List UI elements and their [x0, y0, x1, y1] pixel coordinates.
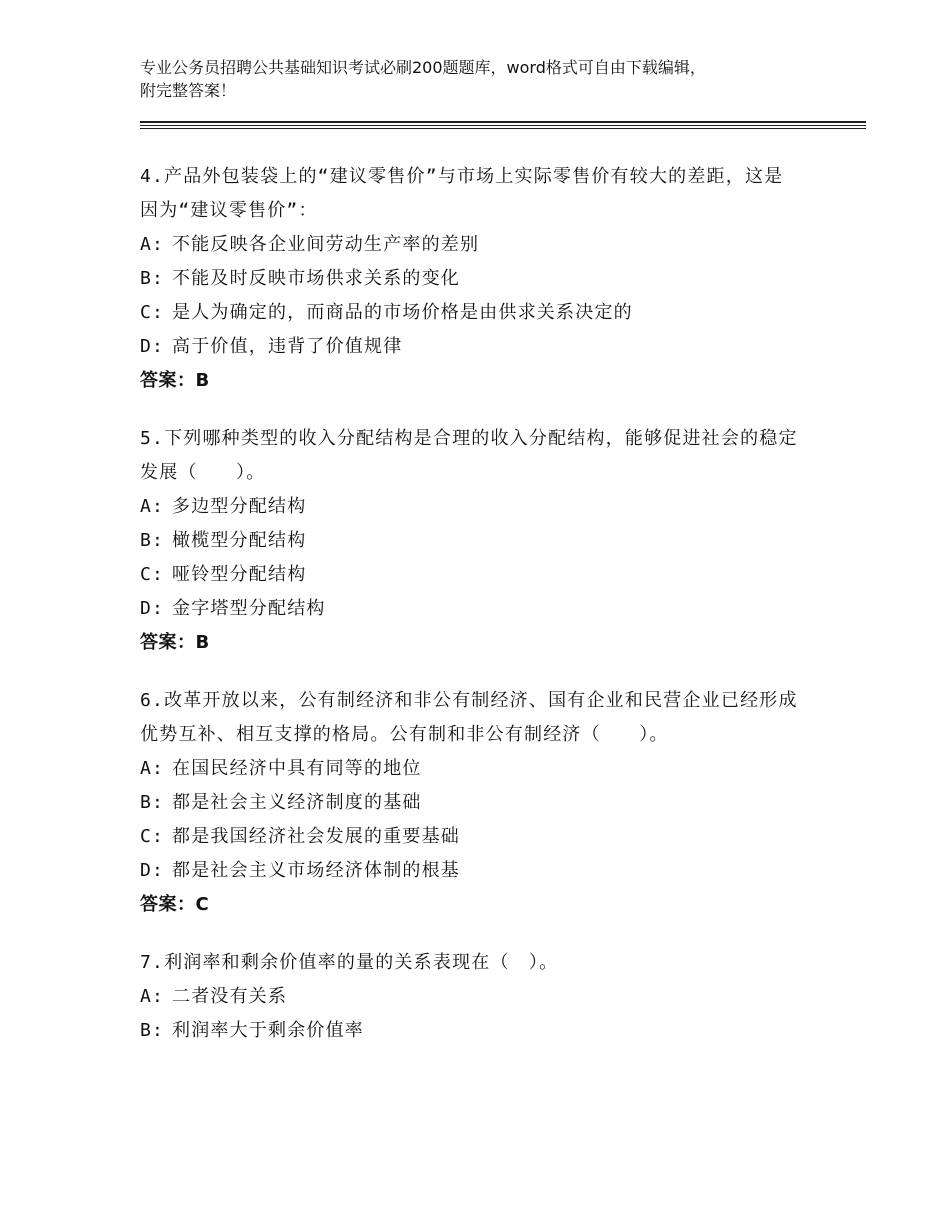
option-a — [140, 228, 800, 262]
option-d — [140, 330, 800, 364]
option-letter: B: — [140, 1020, 165, 1041]
answer-label: 答案： — [140, 894, 196, 915]
question-stem: 4.产品外包装袋上的“建议零售价”与市场上实际零售价有较大的差距，这是因为“建议零售价”： — [140, 166, 784, 221]
option-text: 都是社会主义市场经济体制的根基 — [172, 860, 460, 881]
question-stem: 5.下列哪种类型的收入分配结构是合理的收入分配结构，能够促进社会的稳定发展（ ）。 — [140, 428, 798, 483]
option-letter: D: — [140, 598, 165, 619]
option-letter: D: — [140, 336, 165, 357]
option-c — [140, 296, 800, 330]
option-letter: C: — [140, 564, 165, 585]
option-text: 高于价值，违背了价值规律 — [172, 336, 403, 357]
option-letter: C: — [140, 826, 165, 847]
option-text: 利润率大于剩余价值率 — [172, 1020, 364, 1041]
question-stem: 6.改革开放以来，公有制经济和非公有制经济、国有企业和民营企业已经形成优势互补、相互支撑的格局。公有制和非公有制经济（ ）。 — [140, 690, 798, 745]
option-a — [140, 980, 800, 1014]
answer-value: B — [195, 632, 210, 653]
option-letter: C: — [140, 302, 165, 323]
option-letter: A: — [140, 758, 165, 779]
option-a — [140, 752, 800, 786]
option-text: 多边型分配结构 — [172, 496, 307, 517]
option-text: 是人为确定的，而商品的市场价格是由供求关系决定的 — [172, 302, 633, 323]
header-divider — [140, 125, 866, 126]
option-letter: B: — [140, 792, 165, 813]
option-letter: B: — [140, 530, 165, 551]
answer-label: 答案： — [140, 370, 196, 391]
header-line-1: 专业公务员招聘公共基础知识考试必刷200题题库，word格式可自由下载编辑， — [140, 58, 706, 77]
option-d — [140, 854, 800, 888]
option-letter: B: — [140, 268, 165, 289]
option-letter: D: — [140, 860, 165, 881]
option-letter: A: — [140, 496, 165, 517]
answer-value: C — [195, 894, 210, 915]
option-c — [140, 820, 800, 854]
option-text: 金字塔型分配结构 — [172, 598, 326, 619]
option-d — [140, 592, 800, 626]
answer-value: B — [195, 370, 210, 391]
header-divider — [140, 128, 866, 129]
option-b — [140, 262, 800, 296]
option-text: 都是我国经济社会发展的重要基础 — [172, 826, 460, 847]
option-b — [140, 786, 800, 820]
answer-label: 答案： — [140, 632, 196, 653]
option-a — [140, 490, 800, 524]
option-letter: A: — [140, 234, 165, 255]
header-line-2: 附完整答案！ — [140, 81, 237, 100]
question-stem: 7.利润率和剩余价值率的量的关系表现在（ ）。 — [140, 952, 559, 973]
answer-line — [140, 626, 800, 660]
option-b — [140, 524, 800, 558]
question-item — [140, 684, 800, 922]
option-text: 二者没有关系 — [172, 986, 288, 1007]
option-text: 不能及时反映市场供求关系的变化 — [172, 268, 460, 289]
option-c — [140, 558, 800, 592]
option-text: 在国民经济中具有同等的地位 — [172, 758, 422, 779]
answer-line — [140, 364, 800, 398]
option-b — [140, 1014, 800, 1048]
question-list — [140, 160, 800, 1072]
question-item — [140, 422, 800, 660]
question-item — [140, 160, 800, 398]
option-text: 不能反映各企业间劳动生产率的差别 — [172, 234, 480, 255]
option-text: 哑铃型分配结构 — [172, 564, 307, 585]
document-header — [140, 56, 820, 102]
header-divider — [140, 121, 866, 123]
option-text: 橄榄型分配结构 — [172, 530, 307, 551]
answer-line — [140, 888, 800, 922]
question-item — [140, 946, 800, 1048]
option-text: 都是社会主义经济制度的基础 — [172, 792, 422, 813]
option-letter: A: — [140, 986, 165, 1007]
